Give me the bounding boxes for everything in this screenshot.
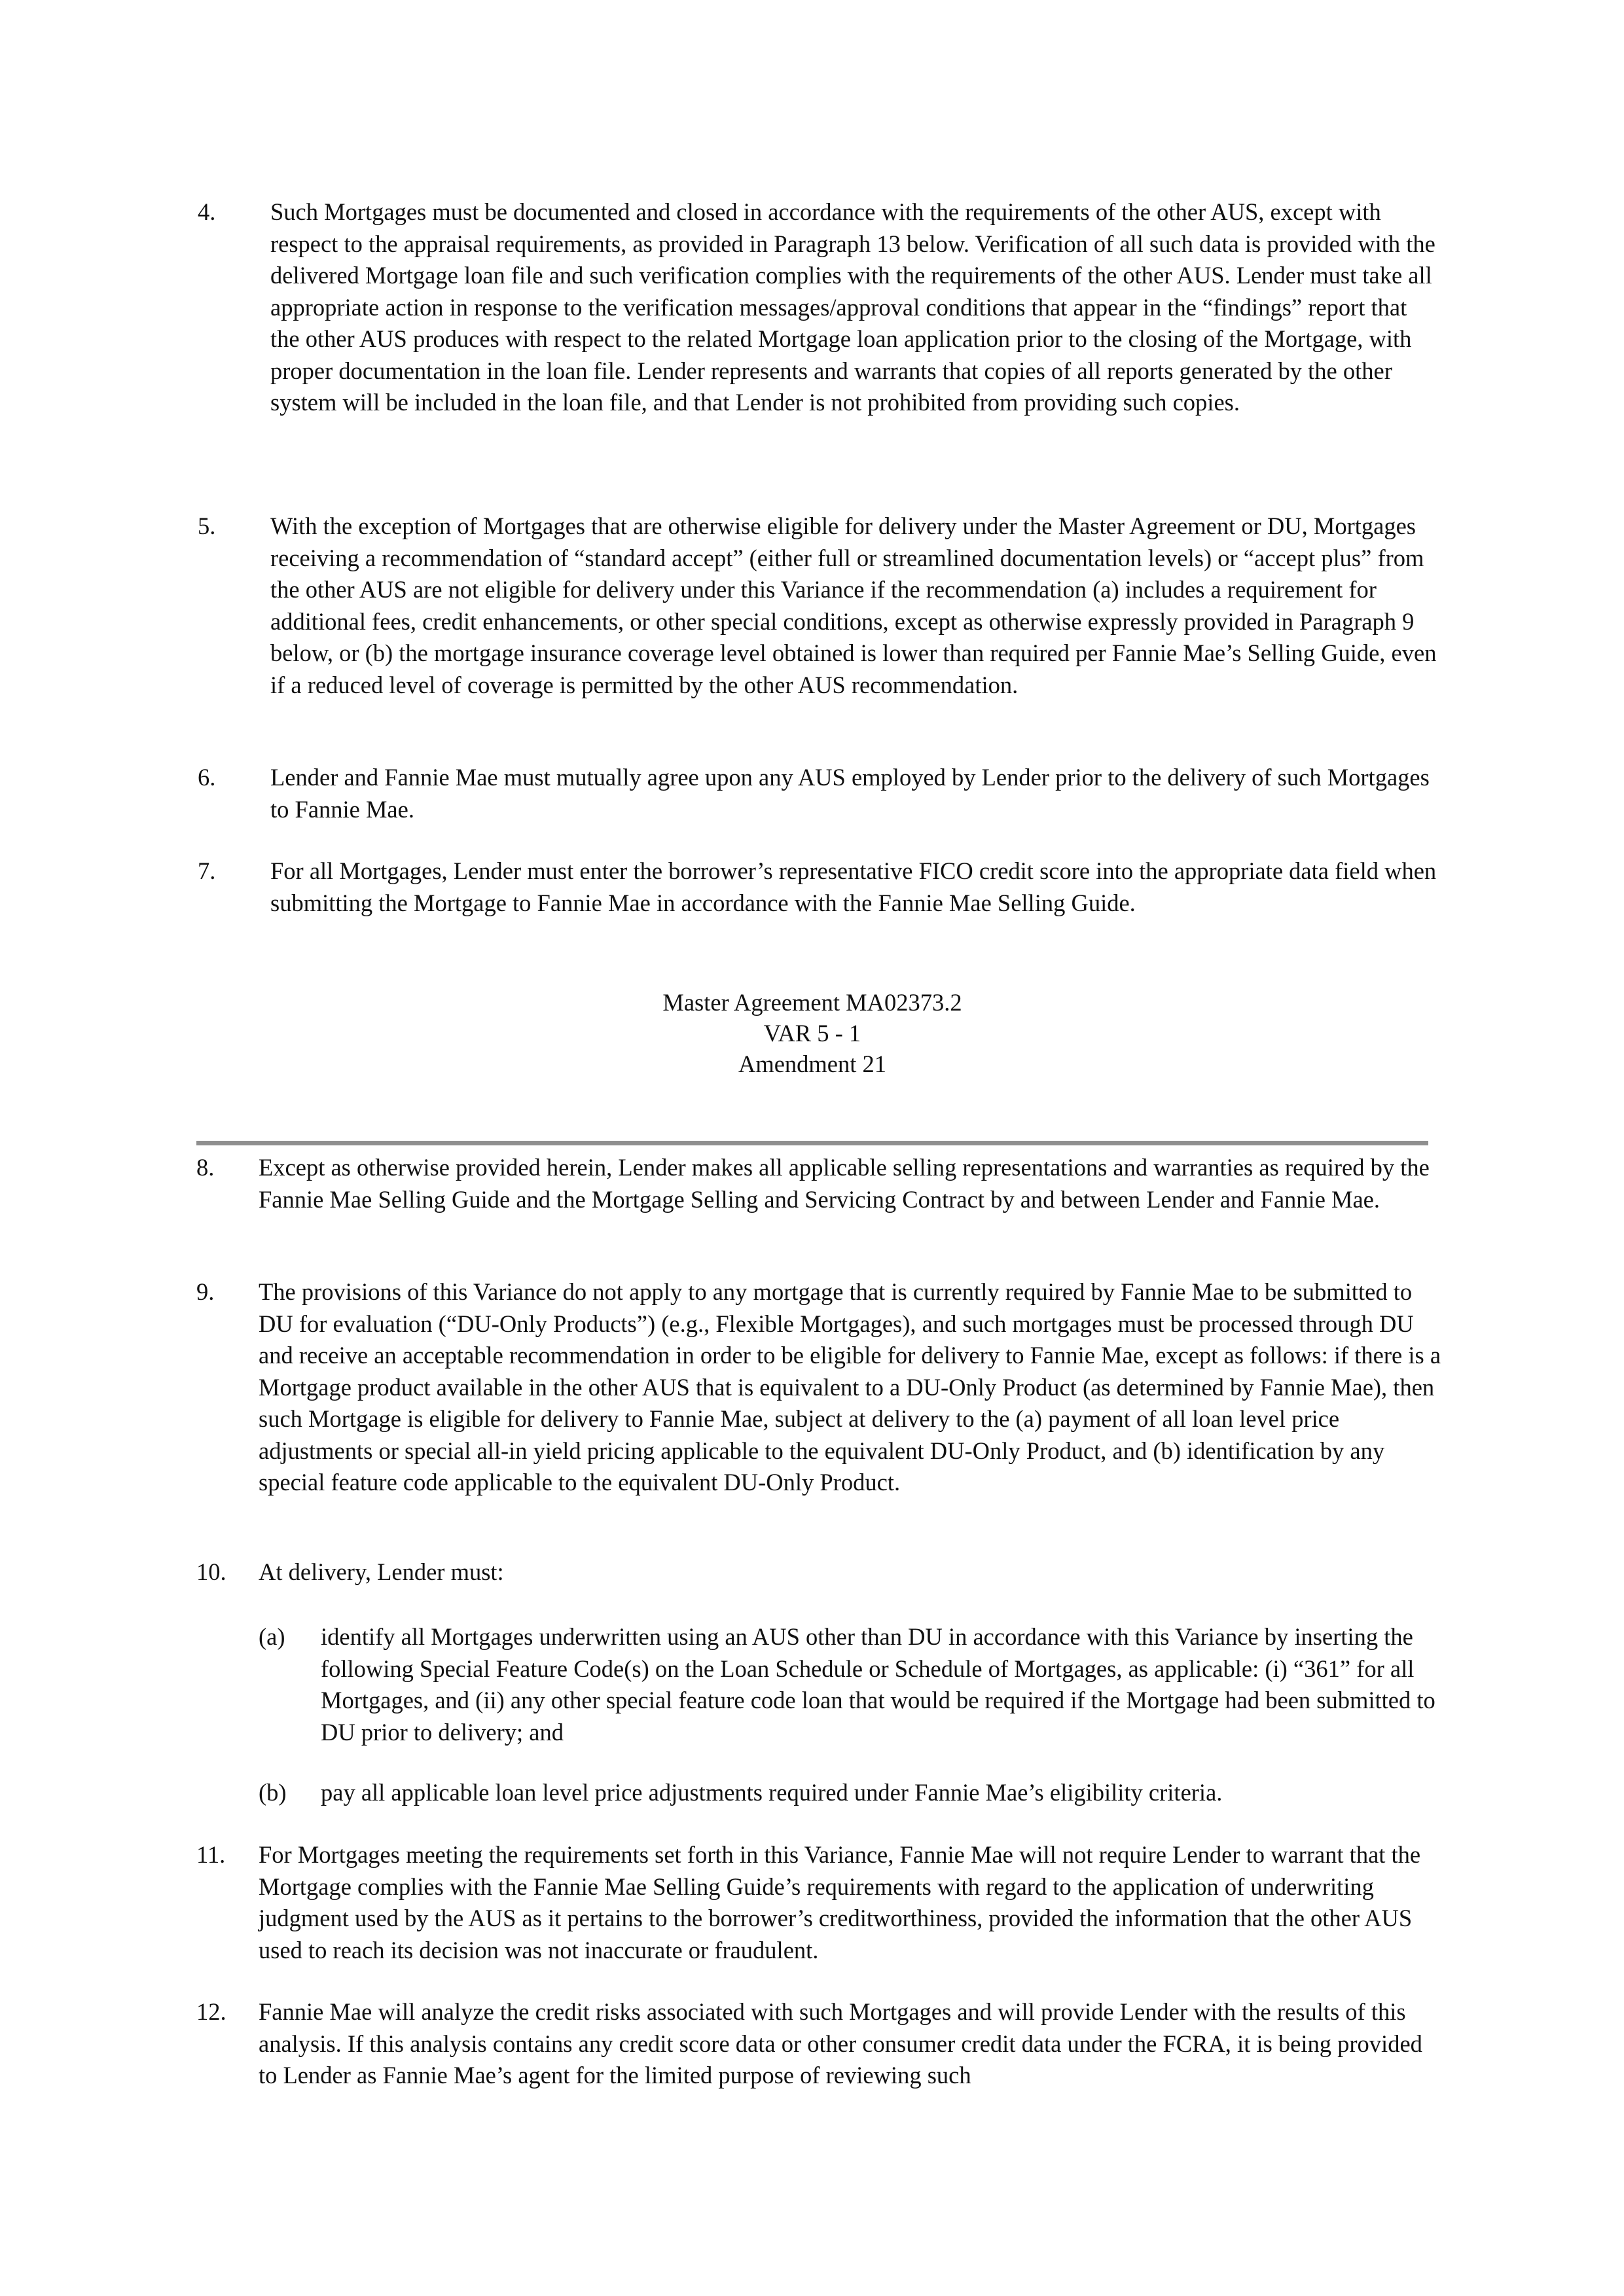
paragraph-8 [196,1152,1441,1215]
paragraph-4 [198,196,1441,419]
paragraph-text: With the exception of Mortgages that are otherwise eligible for delivery under the Master Agreement or DU, Mortgages receiving a recommendation of “standard accept” (either full or streamlined documentation levels) or “accept plus” from the other AUS are not eligible for delivery under this Variance if the recommendation (a) includes a requirement for additional fees, credit enhancements, or other special conditions, except as otherwise expressly provided in Paragraph 9 below, or (b) the mortgage insurance coverage level obtained is lower than required per Fannie Mae’s Selling Guide, even if a reduced level of coverage is permitted by the other AUS recommendation. [270,512,1437,698]
paragraph-text: Fannie Mae will analyze the credit risks associated with such Mortgages and will provide Lender with the results of this analysis. If this analysis contains any credit score data or other consumer credit data under the FCRA, it is being provided to Lender as Fannie Mae’s agent for the limited purpose of reviewing such [259,1998,1422,2089]
paragraph-11 [196,1839,1441,1966]
subparagraph-text: identify all Mortgages underwritten using an AUS other than DU in accordance with this Variance by inserting the following Special Feature Code(s) on the Loan Schedule or Schedule of Mortgages, as applicable: (i) “361” for all Mortgages, and (ii) any other special feature code loan that would be required if the Mortgage had been submitted to DU prior to delivery; and [321,1623,1435,1746]
subparagraph-label: (b) [259,1779,287,1806]
paragraph-12 [196,1996,1441,2092]
paragraph-number: 10. [196,1558,226,1585]
paragraph-5 [198,511,1441,701]
paragraph-number: 6. [198,764,216,791]
page-divider [196,1141,1428,1145]
page-footer-reference [196,987,1428,1079]
paragraph-text: At delivery, Lender must: [259,1558,504,1585]
paragraph-7 [198,855,1441,919]
variance-label: VAR 5 - 1 [763,1020,861,1047]
paragraph-number: 7. [198,857,216,884]
paragraph-number: 4. [198,198,216,225]
subparagraph-10a [259,1621,1441,1748]
master-agreement-label: Master Agreement MA02373.2 [662,989,962,1016]
paragraph-number: 11. [196,1841,226,1868]
paragraph-6 [198,762,1441,825]
amendment-label: Amendment 21 [738,1050,887,1077]
subparagraph-label: (a) [259,1623,285,1650]
paragraph-number: 8. [196,1154,215,1181]
paragraph-text: For Mortgages meeting the requirements set forth in this Variance, Fannie Mae will not require Lender to warrant that the Mortgage complies with the Fannie Mae Selling Guide’s requirements with regard to the application of underwriting judgment used by the AUS as it pertains to the borrower’s creditworthiness, provided the information that the other AUS used to reach its decision was not inaccurate or fraudulent. [259,1841,1421,1964]
paragraph-number: 12. [196,1998,226,2025]
paragraph-number: 5. [198,512,216,539]
subparagraph-text: pay all applicable loan level price adjustments required under Fannie Mae’s eligibility criteria. [321,1779,1223,1806]
paragraph-text: Such Mortgages must be documented and closed in accordance with the requirements of the other AUS, except with respect to the appraisal requirements, as provided in Paragraph 13 below. Verification of all such data is provided with the delivered Mortgage loan file and such verification complies with the requirements of the other AUS. Lender must take all appropriate action in response to the verification messages/approval conditions that appear in the “findings” report that the other AUS produces with respect to the related Mortgage loan application prior to the closing of the Mortgage, with proper documentation in the loan file. Lender represents and warrants that copies of all reports generated by the other system will be included in the loan file, and that Lender is not prohibited from providing such copies. [270,198,1435,416]
paragraph-text: Except as otherwise provided herein, Lender makes all applicable selling representations and warranties as required by the Fannie Mae Selling Guide and the Mortgage Selling and Servicing Contract by and between Lender and Fannie Mae. [259,1154,1430,1213]
paragraph-number: 9. [196,1278,215,1305]
paragraph-text: For all Mortgages, Lender must enter the borrower’s representative FICO credit score into the appropriate data field when submitting the Mortgage to Fannie Mae in accordance with the Fannie Mae Selling Guide. [270,857,1437,916]
paragraph-10 [196,1556,1441,1588]
paragraph-9 [196,1276,1441,1499]
paragraph-text: Lender and Fannie Mae must mutually agree upon any AUS employed by Lender prior to the delivery of such Mortgages to Fannie Mae. [270,764,1430,823]
paragraph-text: The provisions of this Variance do not apply to any mortgage that is currently required by Fannie Mae to be submitted to DU for evaluation (“DU-Only Products”) (e.g., Flexible Mortgages), and such mortgages must be processed through DU and receive an acceptable recommendation in order to be eligible for delivery to Fannie Mae, except as follows: if there is a Mortgage product available in the other AUS that is equivalent to a DU-Only Product (as determined by Fannie Mae), then such Mortgage is eligible for delivery to Fannie Mae, subject at delivery to the (a) payment of all loan level price adjustments or special all-in yield pricing applicable to the equivalent DU-Only Product, and (b) identification by any special feature code applicable to the equivalent DU-Only Product. [259,1278,1441,1496]
subparagraph-10b [259,1777,1441,1809]
